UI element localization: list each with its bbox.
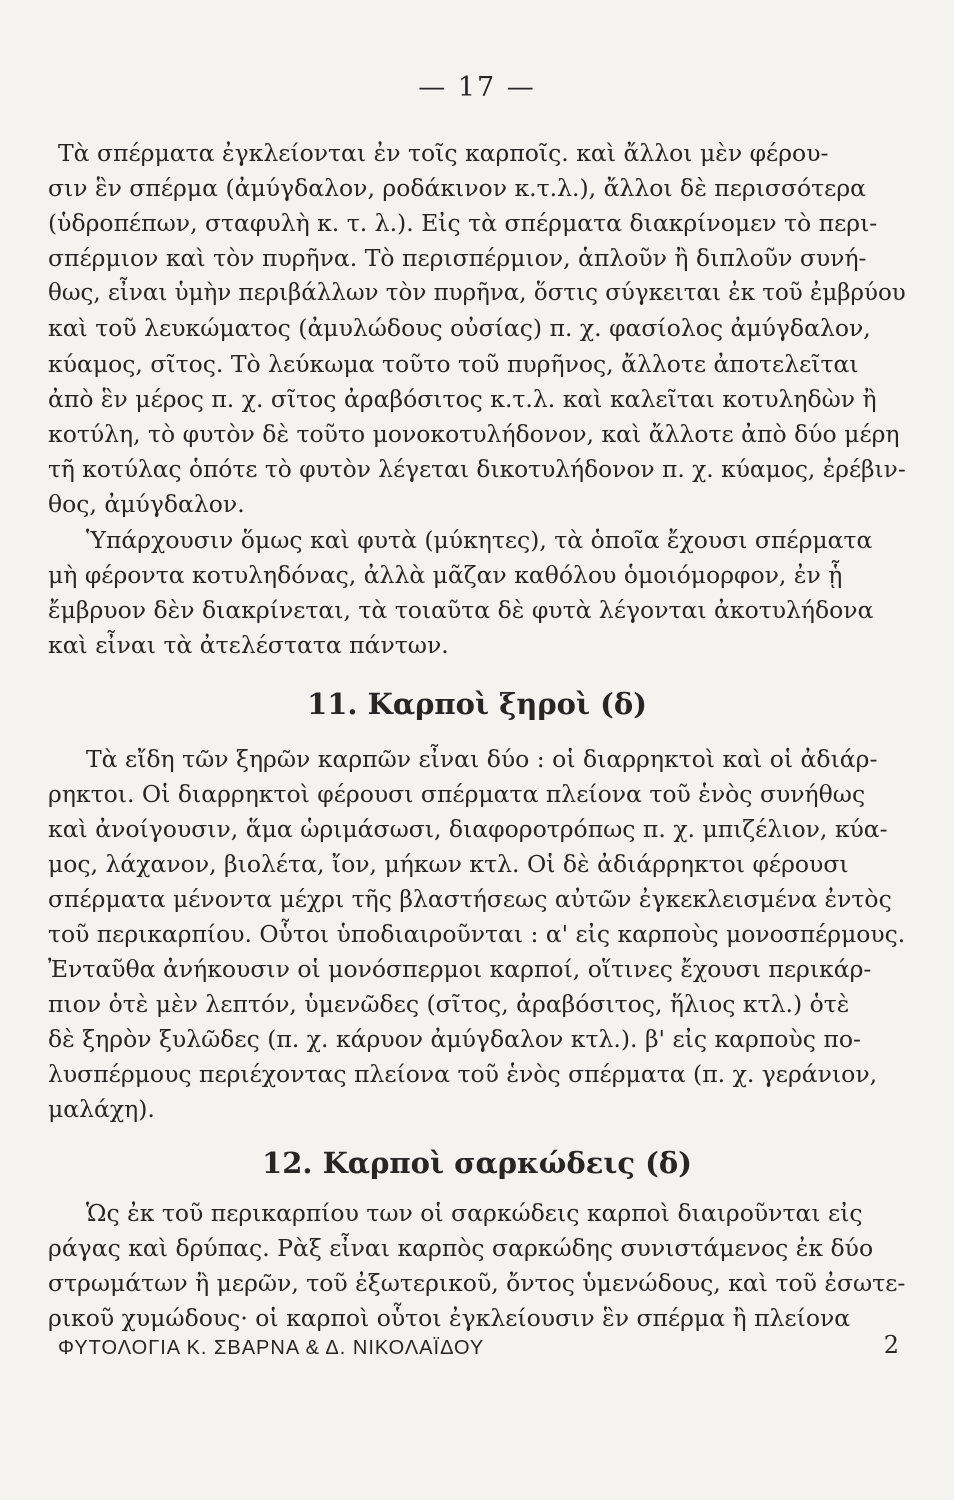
text-line: σιν ἓν σπέρμα (ἀμύγδαλον, ροδάκινον κ.τ.λ.), ἄλλοι δὲ περισσότερα <box>48 174 867 202</box>
text-line: σπέρμιον καὶ τὸν πυρῆνα. Τὸ περισπέρμιον, ἁπλοῦν ἢ διπλοῦν συνή- <box>48 244 867 272</box>
text-line: κύαμος, σῖτος. Τὸ λεύκωμα τοῦτο τοῦ πυρῆνος, ἄλλοτε ἀποτελεῖται <box>48 350 859 378</box>
page-number: — 17 — <box>418 72 536 103</box>
text-line: Ἐνταῦθα ἀνήκουσιν οἱ μονόσπερμοι καρποί, οἵτινες ἔχουσι περικάρ- <box>48 955 872 983</box>
text-line: θος, ἀμύγδαλον. <box>48 490 245 518</box>
text-line: τοῦ περικαρπίου. Οὗτοι ὑποδιαιροῦνται : α' εἰς καρποὺς μονοσπέρμους. <box>48 920 906 948</box>
text-line: μος, λάχανον, βιολέτα, ἴον, μήκων κτλ. Οἱ δὲ ἀδιάρρηκτοι φέρουσι <box>48 850 849 878</box>
text-line: μαλάχη). <box>48 1095 155 1123</box>
footer-title: ΦΥΤΟΛΟΓΙΑ Κ. ΣΒΑΡΝΑ & Δ. ΝΙΚΟΛΑΪΔΟΥ <box>58 1337 485 1359</box>
text-line: τῆ κοτύλας ὁπότε τὸ φυτὸν λέγεται δικοτυλήδονον π. χ. κύαμος, ἐρέβιν- <box>48 455 906 483</box>
text-line: σπέρματα μένοντα μέχρι τῆς βλαστήσεως αὐτῶν ἐγκεκλεισμένα ἐντὸς <box>48 885 892 913</box>
signature-mark: 2 <box>883 1331 900 1359</box>
text-line: καὶ τοῦ λευκώματος (ἀμυλώδους οὐσίας) π. χ. φασίολος ἀμύγδαλον, <box>48 314 871 342</box>
text-line: κοτύλη, τὸ φυτὸν δὲ τοῦτο μονοκοτυλήδονον, καὶ ἄλλοτε ἀπὸ δύο μέρη <box>48 420 900 448</box>
footer <box>58 1331 900 1360</box>
text-line: πιον ὁτὲ μὲν λεπτόν, ὑμενῶδες (σῖτος, ἀραβόσιτος, ἥλιος κτλ.) ὁτὲ <box>48 990 850 1018</box>
section-heading-dry-fruits: 11. Καρποὶ ξηροὶ (δ) <box>307 687 647 721</box>
text-line: (ὑδροπέπων, σταφυλὴ κ. τ. λ.). Εἰς τὰ σπέρματα διακρίνομεν τὸ περι- <box>48 209 878 237</box>
text-line: λυσπέρμους περιέχοντας πλείονα τοῦ ἑνὸς σπέρματα (π. χ. γεράνιον, <box>48 1060 878 1088</box>
text-line: Τὰ εἴδη τῶν ξηρῶν καρπῶν εἶναι δύο : οἱ διαρρηκτοὶ καὶ οἱ ἀδιάρ- <box>86 745 878 773</box>
text-line: Ὡς ἐκ τοῦ περικαρπίου των οἱ σαρκώδεις καρποὶ διαιροῦνται εἰς <box>86 1199 863 1227</box>
text-line: ράγας καὶ δρύπας. Ρὰξ εἶναι καρπὸς σαρκώδης συνιστάμενος ἐκ δύο <box>48 1234 874 1262</box>
text-line: ἔμβρυον δὲν διακρίνεται, τὰ τοιαῦτα δὲ φυτὰ λέγονται ἀκοτυλήδονα <box>48 596 874 624</box>
text-line: μὴ φέροντα κοτυληδόνας, ἀλλὰ μᾶζαν καθόλου ὁμοιόμορφον, ἐν ᾗ <box>48 561 843 589</box>
text-line: Τὰ σπέρματα ἐγκλείονται ἐν τοῖς καρποῖς. καὶ ἄλλοι μὲν φέρου- <box>58 139 829 167</box>
text-line: καὶ εἶναι τὰ ἀτελέστατα πάντων. <box>48 631 449 659</box>
text-line: καὶ ἀνοίγουσιν, ἅμα ὡριμάσωσι, διαφοροτρόπως π. χ. μπιζέλιον, κύα- <box>48 815 888 843</box>
text-line: Ὑπάρχουσιν ὅμως καὶ φυτὰ (μύκητες), τὰ ὁποῖα ἔχουσι σπέρματα <box>86 526 873 554</box>
section-heading-fleshy-fruits: 12. Καρποὶ σαρκώδεις (δ) <box>262 1146 692 1180</box>
text-line: ἀπὸ ἓν μέρος π. χ. σῖτος ἀραβόσιτος κ.τ.λ. καὶ καλεῖται κοτυληδὼν ἢ <box>48 385 877 413</box>
text-line: στρωμάτων ἢ μερῶν, τοῦ ἐξωτερικοῦ, ὄντος ὑμενώδους, καὶ τοῦ ἐσωτε- <box>48 1269 906 1297</box>
text-line: ρικοῦ χυμώδους· οἱ καρποὶ οὗτοι ἐγκλείουσιν ἓν σπέρμα ἢ πλείονα <box>48 1304 851 1332</box>
text-line: ρηκτοι. Οἱ διαρρηκτοὶ φέρουσι σπέρματα πλείονα τοῦ ἑνὸς συνήθως <box>48 780 866 808</box>
text-line: θως, εἶναι ὑμὴν περιβάλλων τὸν πυρῆνα, ὅστις σύγκειται ἐκ τοῦ ἐμβρύου <box>48 280 906 306</box>
text-line: δὲ ξηρὸν ξυλῶδες (π. χ. κάρυον ἀμύγδαλον κτλ.). β' εἰς καρποὺς πο- <box>48 1025 861 1053</box>
